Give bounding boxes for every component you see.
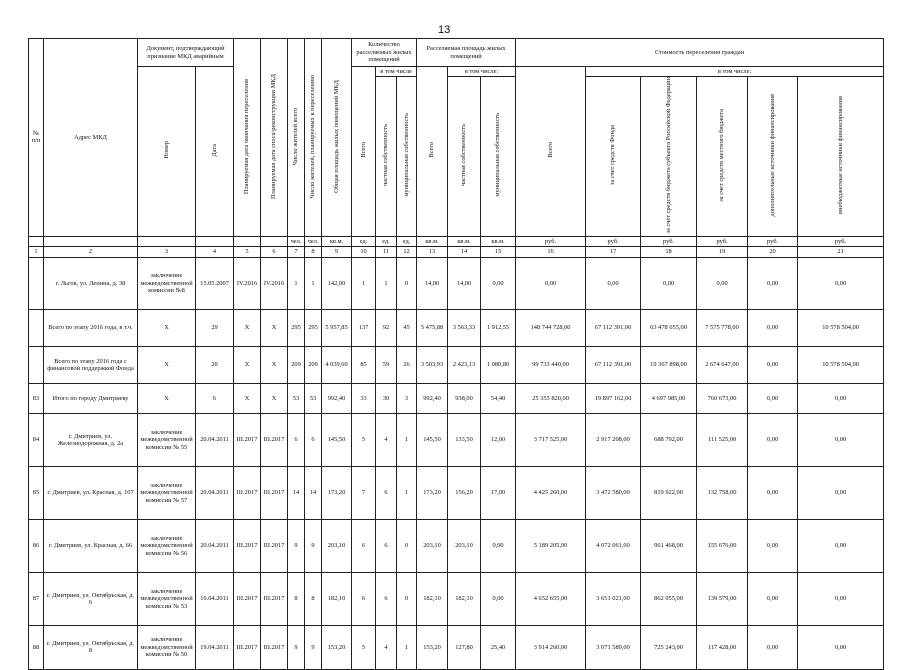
table-cell-6: X <box>261 309 288 346</box>
table-cell-4: 19.04.2011 <box>196 572 234 625</box>
table-cell-20: 0,00 <box>748 383 798 413</box>
table-cell-9: 5 957,85 <box>322 309 352 346</box>
table-cell-6: III.2017 <box>261 572 288 625</box>
table-cell-16: 99 733 440,00 <box>516 346 586 383</box>
unit-cell: руб. <box>516 236 586 246</box>
table-cell-14: 156,20 <box>448 466 481 519</box>
table-cell-17: 19 897 162,00 <box>586 383 641 413</box>
table-cell-17: 67 112 391,00 <box>586 309 641 346</box>
col-number: 9 <box>322 246 352 257</box>
table-cell-21: 10 578 504,00 <box>798 309 884 346</box>
table-cell-8: 209 <box>305 346 322 383</box>
table-cell-16: 25 355 820,00 <box>516 383 586 413</box>
header-area-incl: в том числе: <box>448 67 516 77</box>
unit-cell: кв.м. <box>481 236 516 246</box>
table-cell-12: 0 <box>397 257 417 309</box>
table-cell-4: 6 <box>196 383 234 413</box>
table-cell-20: 0,00 <box>748 519 798 572</box>
table-cell-17: 3 472 580,00 <box>586 466 641 519</box>
table-cell-12: 0 <box>397 519 417 572</box>
table-cell-10: 137 <box>352 309 376 346</box>
table-cell-3: заключение межведомственной комиссии № 53 <box>138 572 196 625</box>
table-cell-15: 17,00 <box>481 466 516 519</box>
table-cell-7: 14 <box>288 466 305 519</box>
table-cell-6: X <box>261 346 288 383</box>
table-cell-11: 1 <box>376 257 397 309</box>
resettlement-table <box>28 38 884 670</box>
table-cell-18: 4 697 985,00 <box>641 383 697 413</box>
col-number: 12 <box>397 246 417 257</box>
table-cell-16: 4 652 655,00 <box>516 572 586 625</box>
header-planned-demolition: Планируемая дата сноса/реконструкции МКД <box>261 39 288 237</box>
header-total-area: Общая площадь жилых помещений МКД <box>322 39 352 237</box>
table-cell-9: 173,20 <box>322 466 352 519</box>
header-cost-regional: за счет средств бюджета субъекта Российской Федерации <box>641 77 697 237</box>
table-cell-20: 0,00 <box>748 346 798 383</box>
table-cell-2: г. Дмитриев, ул. Красная, д. 107 <box>44 466 138 519</box>
col-number: 19 <box>697 246 748 257</box>
table-cell-14: 3 563,33 <box>448 309 481 346</box>
table-cell-21: 0,00 <box>798 383 884 413</box>
table-cell-14: 938,00 <box>448 383 481 413</box>
table-cell-5: III.2017 <box>234 413 261 466</box>
table-cell-3: заключение межведомственной комиссии № 55 <box>138 413 196 466</box>
table-cell-8: 53 <box>305 383 322 413</box>
table-cell-7: 6 <box>288 413 305 466</box>
unit-cell: чел. <box>305 236 322 246</box>
table-cell-16: 3 914 260,00 <box>516 625 586 669</box>
table-cell-1: 85 <box>29 466 44 519</box>
table-cell-18: 19 367 898,00 <box>641 346 697 383</box>
table-cell-14: 203,10 <box>448 519 481 572</box>
col-number: 6 <box>261 246 288 257</box>
table-row <box>29 346 884 383</box>
table-cell-1: 88 <box>29 625 44 669</box>
table-cell-21: 0,00 <box>798 257 884 309</box>
table-cell-1 <box>29 346 44 383</box>
table-cell-15: 0,00 <box>481 519 516 572</box>
header-cost-incl: в том числе: <box>586 67 884 77</box>
table-cell-11: 6 <box>376 466 397 519</box>
col-number: 17 <box>586 246 641 257</box>
col-number: 3 <box>138 246 196 257</box>
header-area-municipal: муниципальная собственность <box>481 77 516 237</box>
table-cell-18: 63 478 055,00 <box>641 309 697 346</box>
header-cost-local: за счет средств местного бюджета <box>697 77 748 237</box>
table-cell-7: 209 <box>288 346 305 383</box>
col-number: 13 <box>417 246 448 257</box>
table-cell-5: III.2017 <box>234 466 261 519</box>
table-cell-20: 0,00 <box>748 625 798 669</box>
table-cell-19: 132 758,00 <box>697 466 748 519</box>
unit-cell: ед. <box>397 236 417 246</box>
table-cell-17: 67 112 391,00 <box>586 346 641 383</box>
table-cell-4: 20.04.2011 <box>196 413 234 466</box>
unit-cell: руб. <box>697 236 748 246</box>
table-cell-7: 53 <box>288 383 305 413</box>
table-cell-3: X <box>138 309 196 346</box>
table-cell-19: 155 676,00 <box>697 519 748 572</box>
table-cell-18: 819 922,00 <box>641 466 697 519</box>
header-rooms: Количество расселяемых жилых помещений <box>352 39 417 67</box>
col-number: 16 <box>516 246 586 257</box>
col-number: 10 <box>352 246 376 257</box>
table-cell-8: 14 <box>305 466 322 519</box>
table-cell-20: 0,00 <box>748 257 798 309</box>
table-cell-4: 19.04.2011 <box>196 625 234 669</box>
table-cell-14: 14,00 <box>448 257 481 309</box>
table-cell-1: 84 <box>29 413 44 466</box>
table-cell-10: 85 <box>352 346 376 383</box>
header-rooms-municipal: муниципальная собственность <box>397 77 417 237</box>
header-cost: Стоимость переселения граждан <box>516 39 884 67</box>
unit-cell: ед. <box>352 236 376 246</box>
table-cell-21: 0,00 <box>798 466 884 519</box>
table-cell-13: 14,00 <box>417 257 448 309</box>
header-cost-total: Всего <box>516 67 586 237</box>
table-cell-15: 25,40 <box>481 625 516 669</box>
header-cost-extra: внебюджетные источники финансирования <box>798 77 884 237</box>
col-number: 11 <box>376 246 397 257</box>
table-cell-7: 9 <box>288 519 305 572</box>
table-cell-6: III.2017 <box>261 519 288 572</box>
table-cell-5: X <box>234 383 261 413</box>
table-cell-12: 0 <box>397 572 417 625</box>
table-cell-10: 5 <box>352 625 376 669</box>
table-cell-2: г. Дмитриев, ул. Железнодорожная, д. 2а <box>44 413 138 466</box>
table-cell-20: 0,00 <box>748 466 798 519</box>
table-cell-10: 1 <box>352 257 376 309</box>
table-cell-16: 3 717 525,00 <box>516 413 586 466</box>
table-cell-16: 0,00 <box>516 257 586 309</box>
table-cell-17: 0,00 <box>586 257 641 309</box>
table-cell-12: 1 <box>397 466 417 519</box>
col-number: 2 <box>44 246 138 257</box>
table-cell-5: IV.2016 <box>234 257 261 309</box>
table-cell-19: 2 674 647,00 <box>697 346 748 383</box>
table-cell-13: 203,10 <box>417 519 448 572</box>
table-cell-4: 20.04.2011 <box>196 519 234 572</box>
table-cell-4: 20.04.2011 <box>196 466 234 519</box>
table-cell-18: 0,00 <box>641 257 697 309</box>
table-cell-11: 6 <box>376 519 397 572</box>
table-row <box>29 413 884 466</box>
table-cell-5: III.2017 <box>234 625 261 669</box>
table-cell-19: 0,00 <box>697 257 748 309</box>
table-cell-7: 8 <box>288 572 305 625</box>
table-row <box>29 383 884 413</box>
table-row <box>29 257 884 309</box>
table-cell-1: 87 <box>29 572 44 625</box>
table-cell-9: 142,00 <box>322 257 352 309</box>
header-area-resettled: Расселяемая площадь жилых помещений <box>417 39 516 67</box>
table-cell-9: 145,50 <box>322 413 352 466</box>
header-cost-fund: за счет средств Фонда <box>586 77 641 237</box>
table-cell-7: 295 <box>288 309 305 346</box>
table-cell-21: 0,00 <box>798 413 884 466</box>
col-number: 15 <box>481 246 516 257</box>
table-cell-20: 0,00 <box>748 413 798 466</box>
table-cell-18: 961 468,00 <box>641 519 697 572</box>
table-cell-11: 30 <box>376 383 397 413</box>
table-cell-16: 148 744 728,00 <box>516 309 586 346</box>
header-document: Документ, подтверждающий признание МКД аварийным <box>138 39 234 67</box>
table-cell-19: 760 673,00 <box>697 383 748 413</box>
table-cell-14: 127,80 <box>448 625 481 669</box>
table-cell-12: 45 <box>397 309 417 346</box>
table-cell-19: 139 579,00 <box>697 572 748 625</box>
table-cell-3: заключение межведомственной комиссии № 57 <box>138 466 196 519</box>
table-cell-5: X <box>234 346 261 383</box>
unit-cell: руб. <box>748 236 798 246</box>
table-cell-18: 725 243,00 <box>641 625 697 669</box>
table-cell-6: X <box>261 383 288 413</box>
table-cell-14: 133,50 <box>448 413 481 466</box>
table-cell-2: Всего по этапу 2016 года, в т.ч. <box>44 309 138 346</box>
unit-cell: кв.м. <box>417 236 448 246</box>
header-cost-additional: дополнительные источники финансирования <box>748 77 798 237</box>
table-cell-11: 92 <box>376 309 397 346</box>
table-cell-13: 182,10 <box>417 572 448 625</box>
table-cell-8: 295 <box>305 309 322 346</box>
table-cell-5: III.2017 <box>234 519 261 572</box>
table-cell-13: 145,50 <box>417 413 448 466</box>
table-cell-3: заключение межведомственной комиссии № 50 <box>138 625 196 669</box>
unit-cell: кв.м. <box>448 236 481 246</box>
table-cell-16: 4 425 260,00 <box>516 466 586 519</box>
col-number: 14 <box>448 246 481 257</box>
header-area-total: Всего <box>417 67 448 237</box>
table-cell-6: IV.2016 <box>261 257 288 309</box>
table-cell-6: III.2017 <box>261 466 288 519</box>
table-row <box>29 519 884 572</box>
table-cell-18: 688 792,00 <box>641 413 697 466</box>
table-cell-9: 992,40 <box>322 383 352 413</box>
table-cell-2: г. Дмитриев, ул. Октябрьская, д. 6 <box>44 572 138 625</box>
table-cell-2: г. Дмитриев, ул. Красная, д. 66 <box>44 519 138 572</box>
table-cell-12: 1 <box>397 625 417 669</box>
header-doc-number: Номер <box>138 67 196 237</box>
table-cell-15: 1 912,55 <box>481 309 516 346</box>
page-number: 13 <box>438 24 451 36</box>
table-cell-8: 6 <box>305 413 322 466</box>
table-cell-13: 173,20 <box>417 466 448 519</box>
table-row <box>29 572 884 625</box>
unit-cell: чел. <box>288 236 305 246</box>
table-cell-9: 203,10 <box>322 519 352 572</box>
table-cell-1 <box>29 257 44 309</box>
table-cell-20: 0,00 <box>748 572 798 625</box>
table-cell-6: III.2017 <box>261 413 288 466</box>
table-cell-10: 7 <box>352 466 376 519</box>
header-area-private: частная собственность <box>448 77 481 237</box>
header-residents-total: Число жителей всего <box>288 39 305 237</box>
unit-cell: руб. <box>641 236 697 246</box>
table-cell-11: 4 <box>376 625 397 669</box>
table-cell-4: 20 <box>196 346 234 383</box>
unit-cell: кв.м. <box>322 236 352 246</box>
table-cell-8: 8 <box>305 572 322 625</box>
table-cell-8: 9 <box>305 625 322 669</box>
column-numbers-row <box>29 246 884 257</box>
header-rooms-private: частная собственность <box>376 77 397 237</box>
header-residents-plan: Число жителей, планируемых к переселению <box>305 39 322 237</box>
table-cell-9: 182,10 <box>322 572 352 625</box>
header-rooms-total: Всего <box>352 67 376 237</box>
table-cell-18: 862 055,00 <box>641 572 697 625</box>
table-cell-15: 0,00 <box>481 572 516 625</box>
units-row <box>29 236 884 246</box>
header-rooms-incl: в том числе <box>376 67 417 77</box>
col-number: 7 <box>288 246 305 257</box>
table-cell-15: 0,00 <box>481 257 516 309</box>
table-cell-8: 1 <box>305 257 322 309</box>
table-cell-9: 153,20 <box>322 625 352 669</box>
table-cell-3: заключение межведомственной комиссии № 56 <box>138 519 196 572</box>
table-cell-12: 26 <box>397 346 417 383</box>
table-cell-13: 3 503,93 <box>417 346 448 383</box>
table-cell-1 <box>29 309 44 346</box>
col-number: 21 <box>798 246 884 257</box>
table-cell-15: 1 080,80 <box>481 346 516 383</box>
header-planned-end: Планируемая дата окончания переселения <box>234 39 261 237</box>
table-cell-4: 29 <box>196 309 234 346</box>
table-cell-12: 1 <box>397 413 417 466</box>
table-cell-21: 0,00 <box>798 625 884 669</box>
unit-cell: руб. <box>798 236 884 246</box>
col-number: 5 <box>234 246 261 257</box>
table-cell-17: 4 072 061,00 <box>586 519 641 572</box>
col-number: 20 <box>748 246 798 257</box>
table-cell-9: 4 039,60 <box>322 346 352 383</box>
table-cell-5: X <box>234 309 261 346</box>
table-cell-10: 33 <box>352 383 376 413</box>
col-number: 4 <box>196 246 234 257</box>
table-cell-19: 111 525,00 <box>697 413 748 466</box>
table-cell-21: 10 578 504,00 <box>798 346 884 383</box>
table-cell-2: г. Льгов, ул. Ленина, д. 38 <box>44 257 138 309</box>
table-cell-15: 54,40 <box>481 383 516 413</box>
table-cell-17: 2 917 208,00 <box>586 413 641 466</box>
table-cell-14: 2 423,13 <box>448 346 481 383</box>
table-cell-3: заключение межведомственной комиссии №8 <box>138 257 196 309</box>
table-cell-11: 59 <box>376 346 397 383</box>
table-row <box>29 466 884 519</box>
table-cell-1: 83 <box>29 383 44 413</box>
table-cell-13: 153,20 <box>417 625 448 669</box>
table-cell-10: 6 <box>352 572 376 625</box>
table-cell-11: 6 <box>376 572 397 625</box>
table-cell-7: 9 <box>288 625 305 669</box>
table-cell-19: 7 575 778,00 <box>697 309 748 346</box>
table-cell-2: Итого по городу Дмитриеву <box>44 383 138 413</box>
table-cell-20: 0,00 <box>748 309 798 346</box>
table-cell-19: 117 428,00 <box>697 625 748 669</box>
table-cell-3: X <box>138 346 196 383</box>
table-cell-12: 3 <box>397 383 417 413</box>
table-cell-17: 3 071 589,00 <box>586 625 641 669</box>
table-cell-2: г. Дмитриев, ул. Октябрьская, д. 8 <box>44 625 138 669</box>
table-cell-1: 86 <box>29 519 44 572</box>
table-cell-10: 5 <box>352 413 376 466</box>
table-cell-17: 3 651 021,00 <box>586 572 641 625</box>
table-cell-3: X <box>138 383 196 413</box>
col-number: 18 <box>641 246 697 257</box>
col-number: 1 <box>29 246 44 257</box>
header-doc-date: Дата <box>196 67 234 237</box>
table-cell-11: 4 <box>376 413 397 466</box>
unit-cell: руб. <box>586 236 641 246</box>
table-cell-14: 182,10 <box>448 572 481 625</box>
table-cell-2: Всего по этапу 2016 года с финансовой поддержкой Фонда <box>44 346 138 383</box>
header-address: Адрес МКД <box>44 39 138 237</box>
table-cell-13: 992,40 <box>417 383 448 413</box>
header-num: № п/п <box>29 39 44 237</box>
table-cell-16: 5 189 205,00 <box>516 519 586 572</box>
table-cell-7: 1 <box>288 257 305 309</box>
table-cell-21: 0,00 <box>798 519 884 572</box>
table-cell-5: III.2017 <box>234 572 261 625</box>
table-row <box>29 625 884 669</box>
col-number: 8 <box>305 246 322 257</box>
table-cell-13: 5 475,88 <box>417 309 448 346</box>
table-cell-4: 15.05.2007 <box>196 257 234 309</box>
table-cell-6: III.2017 <box>261 625 288 669</box>
table-cell-21: 0,00 <box>798 572 884 625</box>
unit-cell: ед. <box>376 236 397 246</box>
table-cell-8: 9 <box>305 519 322 572</box>
table-row <box>29 309 884 346</box>
table-cell-15: 12,00 <box>481 413 516 466</box>
table-cell-10: 6 <box>352 519 376 572</box>
